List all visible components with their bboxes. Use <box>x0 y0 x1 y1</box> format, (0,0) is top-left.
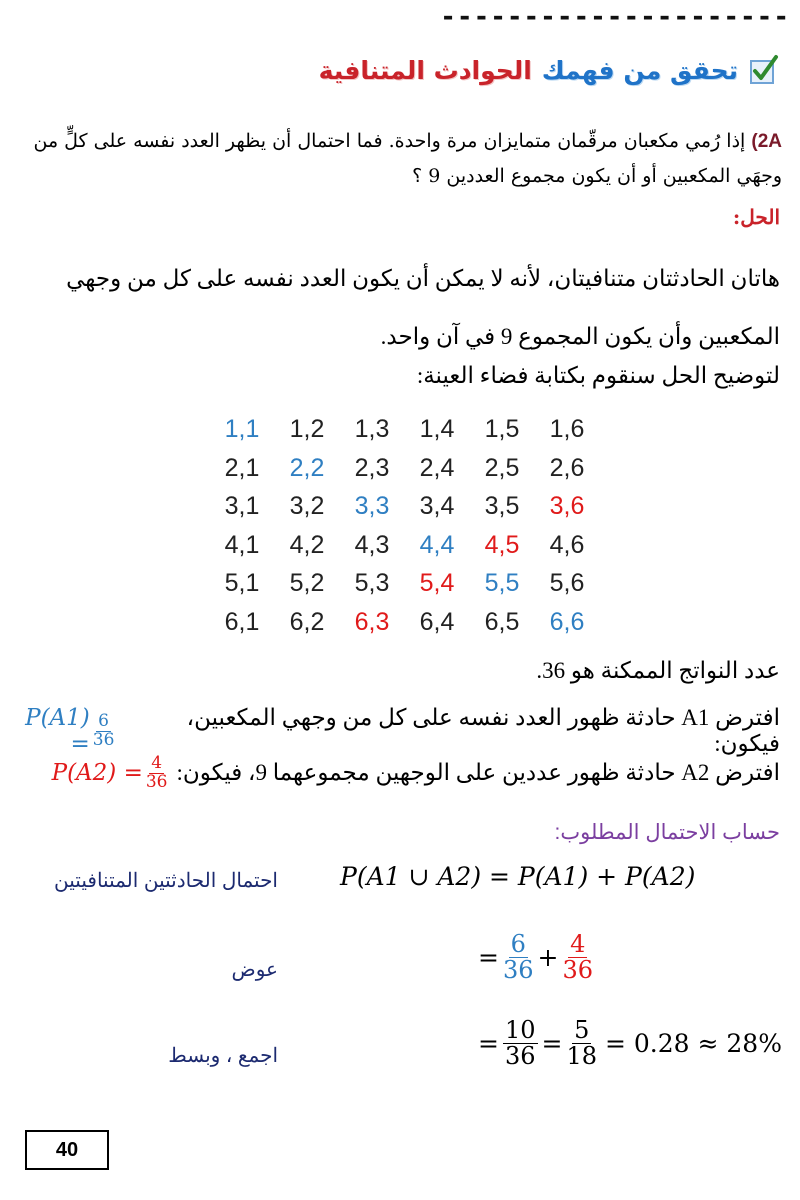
a1-expr: P(A1) = <box>25 705 90 757</box>
check-understanding-label: تحقق من فهمك <box>541 55 738 85</box>
sample-outcome: 2,1 <box>224 453 260 482</box>
page-number: 40 <box>25 1130 109 1170</box>
sample-outcome: 5,5 <box>484 569 520 598</box>
step2-den1: 36 <box>502 956 534 985</box>
step2-plus: + <box>537 943 559 973</box>
sample-outcome: 6,5 <box>484 608 520 636</box>
step3-fraction-2 <box>566 1018 597 1069</box>
sample-outcome: 1,3 <box>354 415 390 443</box>
sample-outcome: 1,2 <box>289 415 325 443</box>
sample-outcome: 3,5 <box>484 492 520 521</box>
step3-fraction-1 <box>503 1018 538 1069</box>
step3-label: اجمع ، وبسط <box>168 1045 278 1067</box>
step2-fraction-1 <box>503 932 534 983</box>
sample-outcome: 4,2 <box>289 530 325 559</box>
sample-outcome: 3,1 <box>224 492 260 521</box>
step3-result: = 0.28 ≈ 28% <box>605 1029 782 1059</box>
step3-den2: 18 <box>566 1042 597 1071</box>
sample-outcome: 5,6 <box>549 569 585 598</box>
step2-label: عوض <box>231 959 278 981</box>
step2-den2: 36 <box>562 956 593 985</box>
sample-outcome: 4,6 <box>549 530 585 559</box>
event-a2-probability <box>52 755 171 792</box>
event-a2-text: افترض A2 حادثة ظهور عددين على الوجهين مجموعهما 9، فيكون: <box>176 760 780 786</box>
sample-outcome: 1,4 <box>419 415 455 443</box>
sample-outcome: 4,1 <box>224 530 260 559</box>
step1-label: احتمال الحادثتين المتنافيتين <box>54 870 278 892</box>
checkmark-icon <box>748 54 780 86</box>
a2-numerator: 4 <box>151 753 163 773</box>
sample-outcome: 2,5 <box>484 453 520 482</box>
event-a1-probability <box>0 705 117 757</box>
sample-outcome: 3,2 <box>289 492 325 521</box>
a2-denominator: 36 <box>145 771 168 792</box>
sample-outcome: 3,4 <box>419 492 455 521</box>
step2-fraction-2 <box>562 932 593 983</box>
sample-outcome: 4,5 <box>484 530 520 559</box>
step3-equals-2: = <box>541 1029 563 1059</box>
a2-fraction <box>146 755 168 792</box>
step3-den1: 36 <box>504 1042 536 1071</box>
sample-outcome: 5,1 <box>224 569 260 598</box>
sample-outcome: 2,4 <box>419 453 455 482</box>
solution-label: الحل: <box>732 205 780 229</box>
sample-outcome: 6,2 <box>289 608 325 636</box>
step3-num1: 10 <box>504 1016 536 1044</box>
sample-outcome: 1,6 <box>549 415 585 443</box>
sample-outcome: 4,4 <box>419 530 455 559</box>
step2-equals: = <box>478 943 499 973</box>
event-a2-line <box>52 755 780 792</box>
a1-denominator: 36 <box>92 729 115 750</box>
step2-expression <box>478 932 597 983</box>
step1-expression: P(A1 ∪ A2) = P(A1) + P(A2) <box>340 862 696 891</box>
sample-outcome: 6,3 <box>354 608 390 636</box>
event-a1-text: افترض A1 حادثة ظهور العدد نفسه على كل من وجهي المكعبين، فيكون: <box>186 705 780 756</box>
sample-outcome: 6,4 <box>419 608 455 636</box>
exercise-number: 2A) <box>751 131 782 152</box>
a1-fraction <box>92 710 115 750</box>
exercise-question <box>8 124 782 193</box>
sample-outcome: 3,3 <box>354 492 390 521</box>
sample-outcome: 5,2 <box>289 569 325 598</box>
required-probability-heading: حساب الاحتمال المطلوب: <box>554 821 780 844</box>
divider-dashes: --------------------- <box>440 2 790 32</box>
outcomes-count: عدد النواتج الممكنة هو 36. <box>536 658 780 683</box>
a1-numerator: 6 <box>98 710 109 731</box>
sample-outcome: 3,6 <box>549 492 585 521</box>
a2-expr: P(A2) = <box>51 760 143 787</box>
section-header <box>319 48 780 92</box>
solution-paragraph: هاتان الحادثتان متنافيتان، لأنه لا يمكن أن يكون العدد نفسه على كل من وجهي المكعبين وأن يكون المجموع 9 في آن واحد. <box>66 266 780 349</box>
sample-outcome: 5,3 <box>354 569 390 598</box>
event-a1-line <box>0 705 780 757</box>
step3-num2: 5 <box>574 1016 590 1044</box>
sample-outcome: 2,3 <box>354 453 390 482</box>
step3-expression <box>478 1018 782 1069</box>
sample-outcome: 6,1 <box>224 608 260 636</box>
step2-num1: 6 <box>510 930 526 958</box>
sample-space-intro: لتوضيح الحل سنقوم بكتابة فضاء العينة: <box>416 363 780 388</box>
sample-outcome: 5,4 <box>419 569 455 598</box>
exercise-text: إذا رُمي مكعبان مرقّمان متمايزان مرة واحدة. فما احتمال أن يظهر العدد نفسه على كلٍّ من وجهَي المكعبين أو أن يكون مجموع العددين 9 ؟ <box>33 130 782 187</box>
topic-title: الحوادث المتنافية <box>318 55 532 85</box>
sample-outcome: 2,6 <box>549 453 585 482</box>
sample-outcome: 2,2 <box>289 453 325 482</box>
sample-outcome: 1,5 <box>484 415 520 443</box>
step3-equals-1: = <box>478 1029 499 1059</box>
sample-outcome: 4,3 <box>354 530 390 559</box>
sample-outcome: 6,6 <box>549 608 585 636</box>
step2-num2: 4 <box>570 930 586 958</box>
sample-outcome: 1,1 <box>224 415 260 443</box>
